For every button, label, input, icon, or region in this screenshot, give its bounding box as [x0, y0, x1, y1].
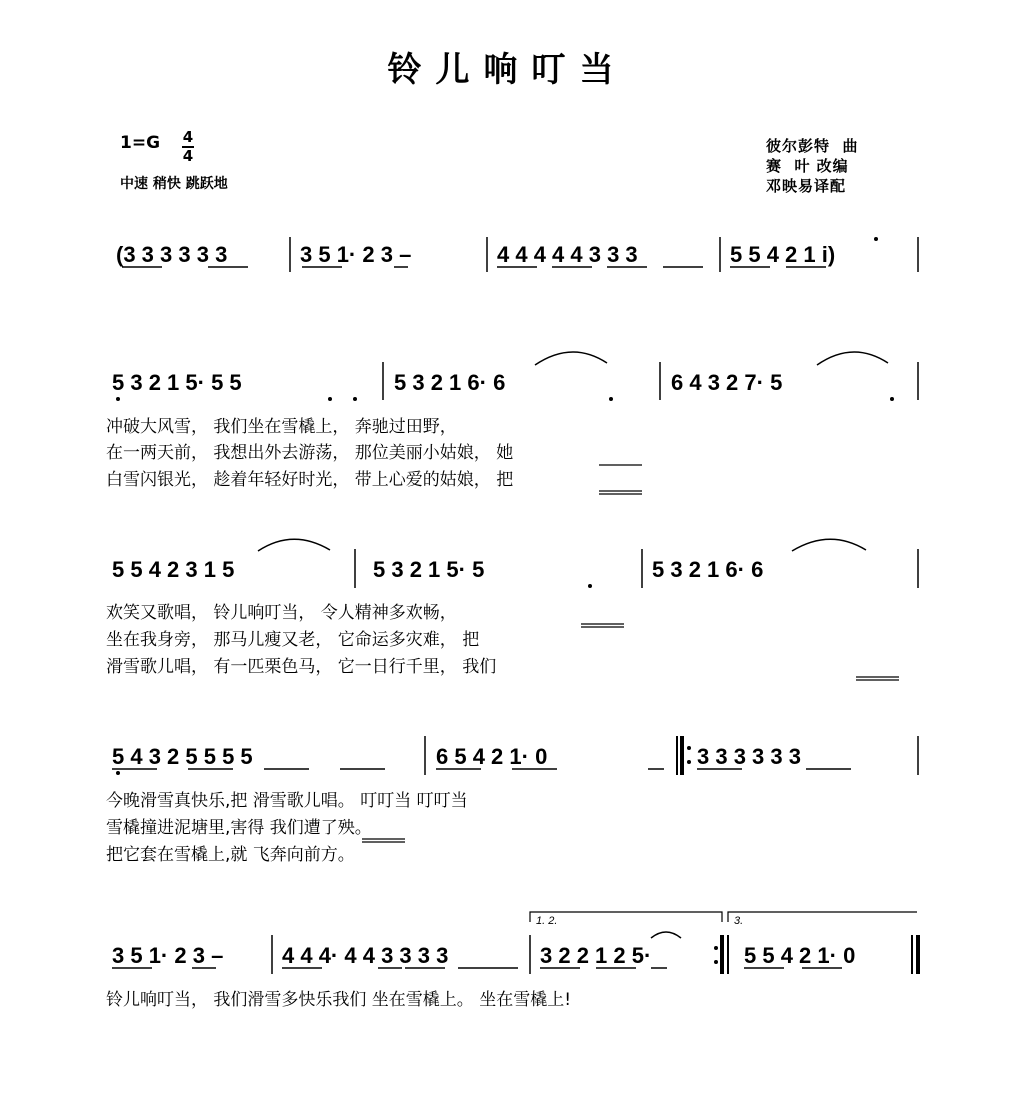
intro-line [116, 237, 918, 272]
row2-lyric-2: 坐在我身旁， 那马儿瘦又老， 它命运多灾难， 把 [106, 630, 480, 650]
row-1 [106, 352, 918, 494]
time-bottom: 4 [182, 147, 194, 165]
row2-measure-1: 5 5 4 2 3 1 5 [112, 557, 235, 582]
row1-lyric-3: 白雪闪银光， 趁着年轻好时光， 带上心爱的姑娘， 把 [106, 470, 514, 490]
credit-composer: 彼尔彭特 曲 [766, 137, 859, 155]
intro-measure-4: 5 5 4 2 1 i) [730, 242, 836, 267]
row1-lyric-2: 在一两天前， 我想出外去游荡， 那位美丽小姑娘， 她 [106, 443, 514, 463]
row4-measure-3: 3 2 2 1 2 5· [540, 943, 652, 968]
time-top: 4 [182, 128, 194, 146]
credit-translator: 邓映易译配 [766, 177, 847, 195]
volta-1-2: 1. 2. [536, 915, 558, 927]
row4-measure-4: 5 5 4 2 1· 0 [744, 943, 856, 968]
tempo-marking: 中速 稍快 跳跃地 [120, 176, 228, 192]
row-3 [106, 736, 918, 865]
row-2 [106, 539, 918, 680]
row3-lyric-2: 雪橇撞进泥塘里,害得 我们遭了殃。 [106, 818, 372, 838]
song-title: 铃儿响叮当 [387, 50, 628, 90]
intro-measure-1: (3 3 3 3 3 3 [116, 242, 228, 267]
row1-measure-3: 6 4 3 2 7· 5 [671, 370, 783, 395]
row4-measure-2: 4 4 4· 4 4 3 3 3 3 [282, 943, 449, 968]
credit-arranger: 赛 叶 改编 [766, 157, 849, 175]
row3-measure-3: 3 3 3 3 3 3 [697, 744, 801, 769]
row4-lyric-1: 铃儿响叮当， 我们滑雪多快乐我们 坐在雪橇上。 坐在雪橇上! [106, 990, 572, 1010]
intro-measure-2: 3 5 1· 2 3 – [300, 242, 412, 267]
row2-lyric-3: 滑雪歌儿唱， 有一匹栗色马， 它一日行千里， 我们 [106, 657, 497, 677]
intro-measure-3: 4 4 4 4 4 3 3 3 [497, 242, 638, 267]
row4-measure-1: 3 5 1· 2 3 – [112, 943, 224, 968]
row2-measure-2: 5 3 2 1 5· 5 [373, 557, 485, 582]
key-label: 1=G [120, 133, 161, 153]
row1-lyric-1: 冲破大风雪， 我们坐在雪橇上， 奔驰过田野， [106, 417, 457, 437]
row1-measure-1: 5 3 2 1 5· 5 5 [112, 370, 242, 395]
volta-3: 3. [734, 915, 744, 927]
row3-lyric-3: 把它套在雪橇上,就 飞奔向前方。 [106, 845, 355, 865]
row2-lyric-1: 欢笑又歌唱， 铃儿响叮当， 令人精神多欢畅， [106, 603, 457, 623]
row1-measure-2: 5 3 2 1 6· 6 [394, 370, 506, 395]
row3-lyric-1: 今晚滑雪真快乐,把 滑雪歌儿唱。 叮叮当 叮叮当 [106, 791, 468, 811]
row2-measure-3: 5 3 2 1 6· 6 [652, 557, 764, 582]
row3-measure-1: 5 4 3 2 5 5 5 5 [112, 744, 253, 769]
row-4 [106, 912, 918, 1010]
row3-measure-2: 6 5 4 2 1· 0 [436, 744, 548, 769]
